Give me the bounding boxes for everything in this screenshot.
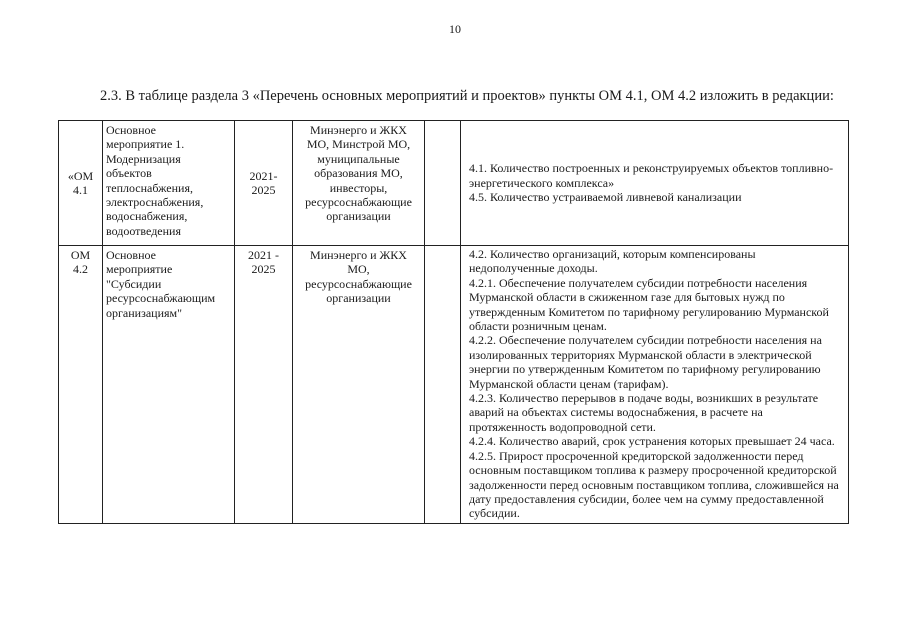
cell-line: МО,	[347, 262, 370, 277]
cell-line: Основное	[106, 123, 156, 137]
cell-line: инвесторы,	[329, 180, 388, 195]
cell-line: ресурсоснабжающие	[305, 195, 412, 210]
cell-line: мероприятие	[106, 262, 173, 277]
indicator-item: 4.2.4. Количество аварий, срок устранения которых превышает 24 часа.	[469, 434, 835, 449]
cell-line: Минэнерго и ЖКХ	[310, 123, 407, 137]
cell-period	[235, 246, 293, 524]
cell-executors	[293, 121, 425, 246]
indicator-item: 4.2.5. Прирост просроченной кредиторской задолженности перед основным поставщиком топлива к размеру просроченной кредиторской задолженности перед основным поставщиком топлива, сложившейся на дату предоставления субсидии, более чем на сумму предоставленной субсидии.	[469, 448, 839, 521]
cell-code	[59, 121, 103, 246]
indicator-item: 4.2.1. Обеспечение получателем субсидии потребности населения Мурманской области в сжиженном газе для бытовых нужд по утвержденным Комитетом по тарифному регулированию Мурманской области розничным ценам.	[469, 275, 829, 334]
cell-line: «ОМ	[67, 168, 94, 183]
cell-line: организации	[326, 209, 391, 224]
cell-line: Модернизация	[106, 151, 181, 166]
cell-executors	[293, 246, 425, 524]
table-row	[59, 246, 849, 524]
table-row	[59, 121, 849, 246]
measures-table	[58, 120, 849, 524]
indicator-item: 4.5. Количество устраиваемой ливневой канализации	[469, 190, 742, 205]
cell-line: образования МО,	[314, 166, 403, 181]
cell-empty	[425, 121, 461, 246]
cell-line: 4.2	[73, 262, 88, 277]
page-number: 10	[449, 22, 461, 36]
cell-code	[59, 246, 103, 524]
cell-line: 2021 -	[248, 248, 279, 262]
cell-line: 4.1	[73, 183, 88, 197]
cell-line: ресурсоснабжающим	[106, 291, 216, 306]
indicator-item: 4.2. Количество организаций, которым компенсированы недополученные доходы.	[469, 247, 756, 276]
cell-empty	[425, 246, 461, 524]
cell-line: ОМ	[70, 248, 91, 262]
cell-line: водоотведения	[106, 223, 181, 238]
cell-line: 2021-	[249, 168, 278, 183]
cell-line: МО, Минстрой МО,	[306, 137, 411, 152]
cell-line: муниципальные	[317, 151, 400, 166]
cell-line: теплоснабжения,	[106, 180, 193, 195]
cell-period	[235, 121, 293, 246]
cell-line: "Субсидии	[106, 276, 162, 291]
cell-line: электроснабжения,	[106, 195, 204, 210]
intro-paragraph: 2.3. В таблице раздела 3 «Перечень основных мероприятий и проектов» пункты ОМ 4.1, ОМ 4.2 изложить в редакции:	[100, 88, 834, 104]
cell-indicators	[461, 121, 849, 246]
cell-line: объектов	[106, 166, 152, 181]
indicator-item: 4.2.3. Количество перерывов в подаче воды, возникших в результате аварий на объектах системы водоснабжения, в расчете на протяженность водопроводной сети.	[469, 391, 819, 434]
cell-measure	[103, 121, 235, 246]
cell-line: Основное	[106, 248, 156, 262]
cell-line: мероприятие 1.	[106, 137, 185, 152]
cell-line: 2025	[251, 262, 276, 277]
indicator-item: 4.2.2. Обеспечение получателем субсидии потребности населения на изолированных территориях Мурманской области в электрической энергии по утвержденным Комитетом по тарифному регулированию Мурманской области ценам (тарифам).	[469, 333, 822, 391]
cell-line: организациям"	[106, 305, 183, 320]
indicator-item: 4.1. Количество построенных и реконструируемых объектов топливно-энергетического комплекса»	[469, 161, 834, 190]
cell-line: 2025	[251, 183, 276, 197]
cell-measure	[103, 246, 235, 524]
cell-line: ресурсоснабжающие	[305, 276, 412, 291]
cell-line: водоснабжения,	[106, 209, 188, 224]
cell-line: Минэнерго и ЖКХ	[310, 248, 407, 262]
cell-indicators	[461, 246, 849, 524]
cell-line: организации	[326, 291, 391, 306]
